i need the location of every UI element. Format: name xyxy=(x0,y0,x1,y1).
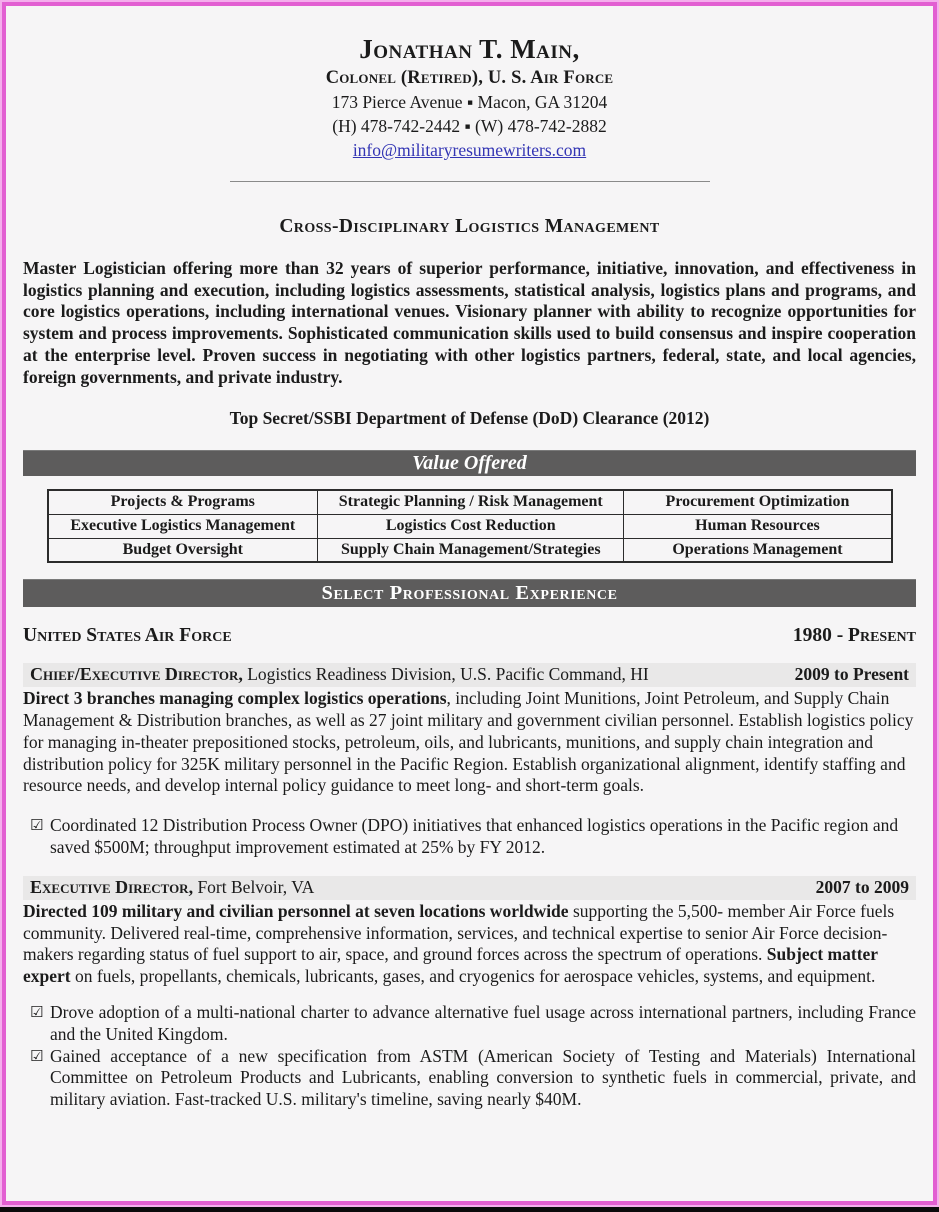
job-description-mid: supporting the 5,500- member Air Force fuels community. Delivered real-time, comprehensive information, services, and technical expertise to senior Air Force decision-makers regarding status of fuel support to air, space, and ground forces across the spectrum of operations. xyxy=(23,900,895,965)
value-offered-table xyxy=(47,489,893,563)
headline-title: Cross-Disciplinary Logistics Management xyxy=(279,216,660,237)
value-cell: Executive Logistics Management xyxy=(48,514,318,538)
job-location: Logistics Readiness Division, U.S. Pacific Command, HI xyxy=(247,664,649,685)
experience-banner: Select Professional Experience xyxy=(23,579,916,607)
job-title-line xyxy=(30,877,314,898)
value-cell: Logistics Cost Reduction xyxy=(318,514,624,538)
job-header xyxy=(23,663,916,687)
bullet-text: Coordinated 12 Distribution Process Owner (DPO) initiatives that enhanced logistics operations in the Pacific region and saved $500M; throughput improvement estimated at 25% by FY 2012. xyxy=(50,815,899,857)
bullet-list xyxy=(23,815,916,859)
value-cell: Strategic Planning / Risk Management xyxy=(318,490,624,514)
job-title: Chief/Executive Director, xyxy=(30,664,243,685)
table-row xyxy=(48,538,892,562)
job-description-rest: on fuels, propellants, chemicals, lubricants, gases, and cryogenics for aerospace vehicles, systems, and equipment. xyxy=(70,966,876,987)
address-line: 173 Pierce Avenue ▪ Macon, GA 31204 xyxy=(331,92,608,112)
bullet-item xyxy=(23,815,916,859)
job-dates: 2009 to Present xyxy=(794,664,909,685)
bullet-list xyxy=(23,1002,916,1111)
job-header xyxy=(23,876,916,900)
header xyxy=(23,6,916,182)
job-location: Fort Belvoir, VA xyxy=(197,876,315,897)
checked-checkbox-icon: ☑ xyxy=(30,1002,44,1021)
job-dates: 2007 to 2009 xyxy=(815,876,909,897)
value-cell: Procurement Optimization xyxy=(624,490,892,514)
phone-line: (H) 478-742-2442 ▪ (W) 478-742-2882 xyxy=(332,116,607,136)
job-title: Executive Director, xyxy=(30,876,194,897)
value-cell: Operations Management xyxy=(624,538,892,562)
value-cell: Supply Chain Management/Strategies xyxy=(318,538,624,562)
job-description-emphasis: Subject matter expert xyxy=(23,944,878,987)
job-description xyxy=(23,688,916,797)
person-name: Jonathan T. Main, xyxy=(359,34,580,64)
checked-checkbox-icon: ☑ xyxy=(30,1046,44,1065)
job-description xyxy=(23,901,916,988)
value-cell: Human Resources xyxy=(624,514,892,538)
job-title-line xyxy=(30,664,649,685)
value-cell: Projects & Programs xyxy=(48,490,318,514)
clearance-line: Top Secret/SSBI Department of Defense (DoD) Clearance (2012) xyxy=(229,408,710,429)
bullet-item xyxy=(23,1002,916,1046)
table-row xyxy=(48,490,892,514)
bullet-text: Drove adoption of a multi-national charter to advance alternative fuel usage across international partners, including France and the United Kingdom. xyxy=(50,1001,916,1044)
employer-row xyxy=(23,625,916,647)
value-cell: Budget Oversight xyxy=(48,538,318,562)
email-line xyxy=(23,140,916,162)
bottom-border-strip xyxy=(0,1207,939,1212)
table-row xyxy=(48,514,892,538)
job-description-lead: Direct 3 branches managing complex logistics operations xyxy=(23,688,447,709)
employer-name: United States Air Force xyxy=(23,625,232,647)
bullet-text: Gained acceptance of a new specification from ASTM (American Society of Testing and Materials) International Committee on Petroleum Products and Lubricants, enabling conversion to synthetic fuels in commercial, private, and military aviation. Fast-tracked U.S. military's timeline, saving nearly $40M. xyxy=(50,1045,916,1110)
checked-checkbox-icon: ☑ xyxy=(30,816,44,835)
bullet-item xyxy=(23,1046,916,1111)
email-link[interactable]: info@militaryresumewriters.com xyxy=(352,140,587,160)
resume-page xyxy=(2,2,937,1205)
value-offered-banner: Value Offered xyxy=(23,450,916,476)
person-rank: Colonel (Retired), U. S. Air Force xyxy=(325,68,614,88)
employer-dates: 1980 - Present xyxy=(792,625,916,647)
job-description-lead: Directed 109 military and civilian personnel at seven locations worldwide xyxy=(23,900,569,921)
header-divider xyxy=(230,181,710,182)
job-description-rest: , including Joint Munitions, Joint Petroleum, and Supply Chain Management & Distribution branches, as well as 27 joint military and government civilian personnel. Establish logistics policy for managing in-theater prepositioned stocks, petroleum, oils, and lubricants, munitions, and supply chain integration and distribution policy for 325K military personnel in the Pacific Region. Establish organizational alignment, identify staffing and resource needs, and develop internal policy guidance to meet long- and short-term goals. xyxy=(23,688,914,796)
summary-paragraph: Master Logistician offering more than 32 years of superior performance, initiative, innovation, and effectiveness in logistics planning and execution, including logistics assessments, statistical analysis, logistics plans and programs, and core logistics operations, including international venues. Visionary planner with ability to recognize opportunities for system and process improvements. Sophisticated communication skills used to build consensus and inspire cooperation at the enterprise level. Proven success in negotiating with other logistics partners, federal, state, and local agencies, foreign governments, and private industry. xyxy=(23,258,916,387)
